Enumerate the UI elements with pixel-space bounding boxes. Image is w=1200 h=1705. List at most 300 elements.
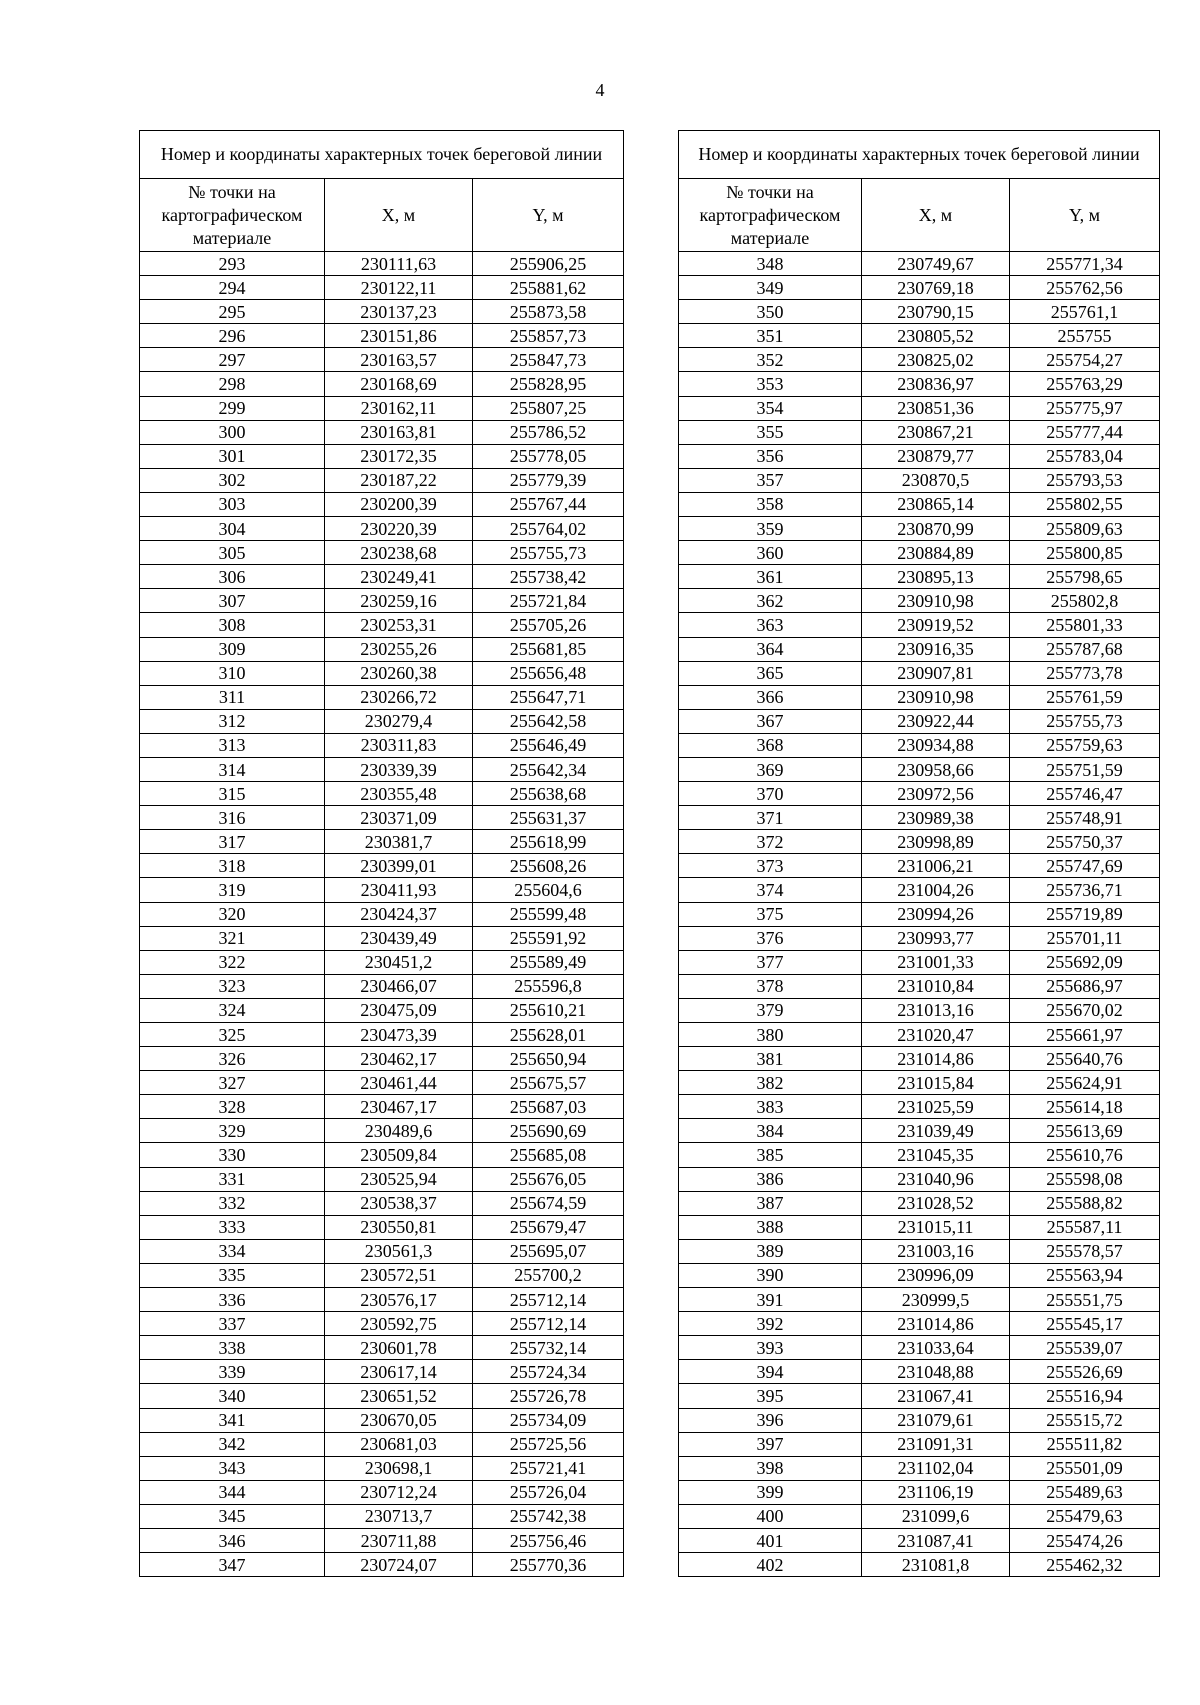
y-coordinate-cell: 255596,8 (473, 974, 624, 998)
table-row (679, 1215, 1160, 1239)
y-coordinate-cell: 255746,47 (1010, 782, 1160, 806)
x-coordinate-cell: 230910,98 (862, 685, 1010, 709)
point-number-cell: 312 (140, 709, 325, 733)
point-number-cell: 320 (140, 902, 325, 926)
point-number-cell: 349 (679, 276, 862, 300)
point-number-cell: 321 (140, 926, 325, 950)
y-coordinate-cell: 255800,85 (1010, 541, 1160, 565)
table-row (679, 1456, 1160, 1480)
x-coordinate-cell: 230576,17 (325, 1288, 473, 1312)
point-number-cell: 310 (140, 661, 325, 685)
point-number-cell: 327 (140, 1071, 325, 1095)
y-coordinate-cell: 255754,27 (1010, 348, 1160, 372)
y-coordinate-cell: 255661,97 (1010, 1023, 1160, 1047)
table-row (679, 1528, 1160, 1552)
table-row (679, 1336, 1160, 1360)
x-coordinate-cell: 231033,64 (862, 1336, 1010, 1360)
y-coordinate-cell: 255642,58 (473, 709, 624, 733)
table-row (679, 300, 1160, 324)
point-number-cell: 384 (679, 1119, 862, 1143)
table-row (679, 1071, 1160, 1095)
table-row (679, 1167, 1160, 1191)
point-number-cell: 350 (679, 300, 862, 324)
point-number-cell: 324 (140, 998, 325, 1022)
y-coordinate-cell: 255801,33 (1010, 613, 1160, 637)
x-coordinate-cell: 230111,63 (325, 252, 473, 276)
x-coordinate-cell: 230916,35 (862, 637, 1010, 661)
x-coordinate-cell: 230525,94 (325, 1167, 473, 1191)
table-row (140, 1191, 624, 1215)
table-row (140, 276, 624, 300)
table-row (679, 517, 1160, 541)
table-row (679, 926, 1160, 950)
table-row (140, 420, 624, 444)
x-coordinate-cell: 230712,24 (325, 1480, 473, 1504)
point-number-cell: 341 (140, 1408, 325, 1432)
x-coordinate-cell: 230836,97 (862, 372, 1010, 396)
x-coordinate-cell: 230279,4 (325, 709, 473, 733)
point-number-cell: 387 (679, 1191, 862, 1215)
table-row (140, 1553, 624, 1577)
x-coordinate-cell: 230993,77 (862, 926, 1010, 950)
x-coordinate-cell: 230698,1 (325, 1456, 473, 1480)
table-row (140, 1167, 624, 1191)
x-coordinate-cell: 230681,03 (325, 1432, 473, 1456)
y-coordinate-cell: 255610,21 (473, 998, 624, 1022)
y-coordinate-cell: 255721,41 (473, 1456, 624, 1480)
table-row (679, 902, 1160, 926)
table-row (140, 1023, 624, 1047)
x-coordinate-cell: 230489,6 (325, 1119, 473, 1143)
y-coordinate-cell: 255624,91 (1010, 1071, 1160, 1095)
y-coordinate-cell: 255638,68 (473, 782, 624, 806)
point-number-cell: 313 (140, 733, 325, 757)
table-body-right (679, 252, 1160, 1577)
point-number-cell: 299 (140, 396, 325, 420)
point-number-cell: 395 (679, 1384, 862, 1408)
point-number-cell: 298 (140, 372, 325, 396)
point-number-cell: 342 (140, 1432, 325, 1456)
x-coordinate-cell: 230851,36 (862, 396, 1010, 420)
x-coordinate-cell: 231014,86 (862, 1047, 1010, 1071)
table-row (679, 1288, 1160, 1312)
x-coordinate-cell: 230972,56 (862, 782, 1010, 806)
table-row (679, 468, 1160, 492)
table-row (679, 1023, 1160, 1047)
y-coordinate-cell: 255618,99 (473, 830, 624, 854)
y-coordinate-cell: 255778,05 (473, 444, 624, 468)
x-coordinate-cell: 231003,16 (862, 1239, 1010, 1263)
point-number-cell: 366 (679, 685, 862, 709)
y-coordinate-cell: 255761,59 (1010, 685, 1160, 709)
x-coordinate-cell: 231015,11 (862, 1215, 1010, 1239)
table-title: Номер и координаты характерных точек береговой линии (140, 131, 624, 179)
table-row (679, 1191, 1160, 1215)
x-coordinate-cell: 230996,09 (862, 1263, 1010, 1287)
table-row (140, 1504, 624, 1528)
point-number-cell: 318 (140, 854, 325, 878)
x-coordinate-cell: 230998,89 (862, 830, 1010, 854)
point-number-cell: 322 (140, 950, 325, 974)
y-coordinate-cell: 255695,07 (473, 1239, 624, 1263)
table-row (140, 1528, 624, 1552)
point-number-cell: 358 (679, 492, 862, 516)
y-coordinate-cell: 255779,39 (473, 468, 624, 492)
y-coordinate-cell: 255721,84 (473, 589, 624, 613)
x-coordinate-cell: 230713,7 (325, 1504, 473, 1528)
point-number-cell: 388 (679, 1215, 862, 1239)
y-coordinate-cell: 255762,56 (1010, 276, 1160, 300)
y-coordinate-cell: 255563,94 (1010, 1263, 1160, 1287)
point-number-cell: 326 (140, 1047, 325, 1071)
y-coordinate-cell: 255725,56 (473, 1432, 624, 1456)
y-coordinate-cell: 255775,97 (1010, 396, 1160, 420)
point-number-cell: 360 (679, 541, 862, 565)
x-coordinate-cell: 231081,8 (862, 1553, 1010, 1577)
y-coordinate-cell: 255802,8 (1010, 589, 1160, 613)
x-coordinate-cell: 230381,7 (325, 830, 473, 854)
point-number-cell: 372 (679, 830, 862, 854)
y-coordinate-cell: 255700,2 (473, 1263, 624, 1287)
y-coordinate-cell: 255640,76 (1010, 1047, 1160, 1071)
x-coordinate-cell: 230870,5 (862, 468, 1010, 492)
point-number-cell: 368 (679, 733, 862, 757)
x-coordinate-cell: 230601,78 (325, 1336, 473, 1360)
y-coordinate-cell: 255642,34 (473, 757, 624, 781)
point-number-cell: 309 (140, 637, 325, 661)
x-coordinate-cell: 230790,15 (862, 300, 1010, 324)
page-number: 4 (595, 80, 605, 100)
table-row (140, 1336, 624, 1360)
y-coordinate-cell: 255719,89 (1010, 902, 1160, 926)
point-number-cell: 306 (140, 565, 325, 589)
y-coordinate-cell: 255646,49 (473, 733, 624, 757)
x-coordinate-cell: 230749,67 (862, 252, 1010, 276)
x-coordinate-cell: 230266,72 (325, 685, 473, 709)
table-row (140, 517, 624, 541)
y-coordinate-cell: 255755 (1010, 324, 1160, 348)
y-coordinate-cell: 255690,69 (473, 1119, 624, 1143)
y-coordinate-cell: 255732,14 (473, 1336, 624, 1360)
y-coordinate-cell: 255756,46 (473, 1528, 624, 1552)
y-coordinate-cell: 255674,59 (473, 1191, 624, 1215)
x-coordinate-cell: 230220,39 (325, 517, 473, 541)
table-row (679, 324, 1160, 348)
x-coordinate-cell: 230867,21 (862, 420, 1010, 444)
table-row (140, 348, 624, 372)
point-number-cell: 297 (140, 348, 325, 372)
table-row (679, 252, 1160, 276)
point-number-cell: 301 (140, 444, 325, 468)
coordinates-table-left (139, 130, 624, 1577)
table-row (140, 685, 624, 709)
table-row (140, 1263, 624, 1287)
x-coordinate-cell: 230919,52 (862, 613, 1010, 637)
y-coordinate-cell: 255631,37 (473, 806, 624, 830)
table-row (140, 1215, 624, 1239)
x-coordinate-cell: 230461,44 (325, 1071, 473, 1095)
x-coordinate-cell: 231045,35 (862, 1143, 1010, 1167)
x-coordinate-cell: 230200,39 (325, 492, 473, 516)
y-coordinate-cell: 255701,11 (1010, 926, 1160, 950)
table-row (140, 974, 624, 998)
point-number-cell: 344 (140, 1480, 325, 1504)
y-coordinate-cell: 255755,73 (1010, 709, 1160, 733)
table-row (679, 733, 1160, 757)
x-coordinate-cell: 231099,6 (862, 1504, 1010, 1528)
table-row (140, 1143, 624, 1167)
y-coordinate-cell: 255802,55 (1010, 492, 1160, 516)
table-row (140, 1119, 624, 1143)
table-row (140, 565, 624, 589)
table-row (679, 444, 1160, 468)
point-number-cell: 337 (140, 1312, 325, 1336)
point-number-cell: 393 (679, 1336, 862, 1360)
table-row (679, 1360, 1160, 1384)
y-coordinate-cell: 255647,71 (473, 685, 624, 709)
table-row (140, 878, 624, 902)
table-row (679, 1480, 1160, 1504)
x-coordinate-cell: 230617,14 (325, 1360, 473, 1384)
y-coordinate-cell: 255847,73 (473, 348, 624, 372)
y-coordinate-cell: 255724,34 (473, 1360, 624, 1384)
table-row (140, 926, 624, 950)
point-number-cell: 302 (140, 468, 325, 492)
y-coordinate-cell: 255742,38 (473, 1504, 624, 1528)
y-coordinate-cell: 255764,02 (473, 517, 624, 541)
y-coordinate-cell: 255712,14 (473, 1312, 624, 1336)
x-coordinate-cell: 230550,81 (325, 1215, 473, 1239)
point-number-cell: 340 (140, 1384, 325, 1408)
point-number-cell: 398 (679, 1456, 862, 1480)
y-coordinate-cell: 255705,26 (473, 613, 624, 637)
y-coordinate-cell: 255748,91 (1010, 806, 1160, 830)
y-coordinate-cell: 255726,78 (473, 1384, 624, 1408)
y-coordinate-cell: 255761,1 (1010, 300, 1160, 324)
table-row (140, 252, 624, 276)
point-number-cell: 334 (140, 1239, 325, 1263)
table-row (140, 902, 624, 926)
point-number-cell: 397 (679, 1432, 862, 1456)
point-number-cell: 375 (679, 902, 862, 926)
point-number-cell: 346 (140, 1528, 325, 1552)
y-coordinate-cell: 255873,58 (473, 300, 624, 324)
y-coordinate-cell: 255857,73 (473, 324, 624, 348)
point-number-cell: 333 (140, 1215, 325, 1239)
point-number-cell: 294 (140, 276, 325, 300)
y-coordinate-cell: 255670,02 (1010, 998, 1160, 1022)
y-coordinate-cell: 255755,73 (473, 541, 624, 565)
x-coordinate-cell: 230989,38 (862, 806, 1010, 830)
y-coordinate-cell: 255763,29 (1010, 372, 1160, 396)
y-coordinate-cell: 255599,48 (473, 902, 624, 926)
column-header-point-number: № точки на картографическом материале (679, 179, 862, 252)
table-row (679, 637, 1160, 661)
table-row (140, 372, 624, 396)
point-number-cell: 339 (140, 1360, 325, 1384)
point-number-cell: 371 (679, 806, 862, 830)
y-coordinate-cell: 255777,44 (1010, 420, 1160, 444)
x-coordinate-cell: 231028,52 (862, 1191, 1010, 1215)
table-row (140, 541, 624, 565)
x-coordinate-cell: 230711,88 (325, 1528, 473, 1552)
y-coordinate-cell: 255726,04 (473, 1480, 624, 1504)
point-number-cell: 362 (679, 589, 862, 613)
point-number-cell: 305 (140, 541, 325, 565)
x-coordinate-cell: 230424,37 (325, 902, 473, 926)
x-coordinate-cell: 230411,93 (325, 878, 473, 902)
point-number-cell: 308 (140, 613, 325, 637)
point-number-cell: 390 (679, 1263, 862, 1287)
table-row (140, 589, 624, 613)
point-number-cell: 391 (679, 1288, 862, 1312)
table-row (140, 830, 624, 854)
table-row (140, 1432, 624, 1456)
x-coordinate-cell: 230259,16 (325, 589, 473, 613)
point-number-cell: 402 (679, 1553, 862, 1577)
table-row (140, 782, 624, 806)
x-coordinate-cell: 230187,22 (325, 468, 473, 492)
point-number-cell: 357 (679, 468, 862, 492)
x-coordinate-cell: 230922,44 (862, 709, 1010, 733)
x-coordinate-cell: 231079,61 (862, 1408, 1010, 1432)
y-coordinate-cell: 255462,32 (1010, 1553, 1160, 1577)
y-coordinate-cell: 255598,08 (1010, 1167, 1160, 1191)
x-coordinate-cell: 230253,31 (325, 613, 473, 637)
table-row (140, 661, 624, 685)
x-coordinate-cell: 230399,01 (325, 854, 473, 878)
point-number-cell: 293 (140, 252, 325, 276)
table-row (679, 782, 1160, 806)
point-number-cell: 394 (679, 1360, 862, 1384)
point-number-cell: 296 (140, 324, 325, 348)
table-row (140, 998, 624, 1022)
x-coordinate-cell: 230260,38 (325, 661, 473, 685)
table-row (140, 709, 624, 733)
x-coordinate-cell: 230509,84 (325, 1143, 473, 1167)
table-row (679, 878, 1160, 902)
table-row (679, 685, 1160, 709)
y-coordinate-cell: 255650,94 (473, 1047, 624, 1071)
y-coordinate-cell: 255587,11 (1010, 1215, 1160, 1239)
point-number-cell: 367 (679, 709, 862, 733)
x-coordinate-cell: 230255,26 (325, 637, 473, 661)
point-number-cell: 314 (140, 757, 325, 781)
point-number-cell: 351 (679, 324, 862, 348)
x-coordinate-cell: 231010,84 (862, 974, 1010, 998)
table-row (140, 300, 624, 324)
y-coordinate-cell: 255687,03 (473, 1095, 624, 1119)
table-title: Номер и координаты характерных точек береговой линии (679, 131, 1160, 179)
point-number-cell: 383 (679, 1095, 862, 1119)
point-number-cell: 364 (679, 637, 862, 661)
y-coordinate-cell: 255539,07 (1010, 1336, 1160, 1360)
point-number-cell: 380 (679, 1023, 862, 1047)
point-number-cell: 316 (140, 806, 325, 830)
x-coordinate-cell: 231014,86 (862, 1312, 1010, 1336)
point-number-cell: 365 (679, 661, 862, 685)
y-coordinate-cell: 255610,76 (1010, 1143, 1160, 1167)
table-row (679, 854, 1160, 878)
y-coordinate-cell: 255750,37 (1010, 830, 1160, 854)
x-coordinate-cell: 231040,96 (862, 1167, 1010, 1191)
x-coordinate-cell: 230339,39 (325, 757, 473, 781)
y-coordinate-cell: 255685,08 (473, 1143, 624, 1167)
table-row (679, 396, 1160, 420)
x-coordinate-cell: 230311,83 (325, 733, 473, 757)
y-coordinate-cell: 255747,69 (1010, 854, 1160, 878)
point-number-cell: 343 (140, 1456, 325, 1480)
x-coordinate-cell: 230162,11 (325, 396, 473, 420)
point-number-cell: 347 (140, 1553, 325, 1577)
table-row (679, 1047, 1160, 1071)
point-number-cell: 355 (679, 420, 862, 444)
point-number-cell: 317 (140, 830, 325, 854)
y-coordinate-cell: 255613,69 (1010, 1119, 1160, 1143)
x-coordinate-cell: 230355,48 (325, 782, 473, 806)
point-number-cell: 319 (140, 878, 325, 902)
table-row (140, 1095, 624, 1119)
table-row (679, 1384, 1160, 1408)
table-row (679, 1312, 1160, 1336)
y-coordinate-cell: 255828,95 (473, 372, 624, 396)
y-coordinate-cell: 255771,34 (1010, 252, 1160, 276)
point-number-cell: 359 (679, 517, 862, 541)
y-coordinate-cell: 255526,69 (1010, 1360, 1160, 1384)
table-row (140, 1456, 624, 1480)
point-number-cell: 400 (679, 1504, 862, 1528)
y-coordinate-cell: 255679,47 (473, 1215, 624, 1239)
y-coordinate-cell: 255787,68 (1010, 637, 1160, 661)
table-row (140, 733, 624, 757)
column-header-y: Y, м (1010, 179, 1160, 252)
y-coordinate-cell: 255676,05 (473, 1167, 624, 1191)
point-number-cell: 295 (140, 300, 325, 324)
y-coordinate-cell: 255608,26 (473, 854, 624, 878)
table-row (140, 1239, 624, 1263)
table-row (140, 613, 624, 637)
point-number-cell: 378 (679, 974, 862, 998)
point-number-cell: 315 (140, 782, 325, 806)
point-number-cell: 385 (679, 1143, 862, 1167)
y-coordinate-cell: 255501,09 (1010, 1456, 1160, 1480)
table-row (140, 1312, 624, 1336)
x-coordinate-cell: 231106,19 (862, 1480, 1010, 1504)
table-row (679, 1119, 1160, 1143)
y-coordinate-cell: 255738,42 (473, 565, 624, 589)
point-number-cell: 338 (140, 1336, 325, 1360)
point-number-cell: 300 (140, 420, 325, 444)
point-number-cell: 323 (140, 974, 325, 998)
table-row (679, 1095, 1160, 1119)
x-coordinate-cell: 231006,21 (862, 854, 1010, 878)
table-row (679, 420, 1160, 444)
point-number-cell: 381 (679, 1047, 862, 1071)
x-coordinate-cell: 231020,47 (862, 1023, 1010, 1047)
point-number-cell: 332 (140, 1191, 325, 1215)
point-number-cell: 373 (679, 854, 862, 878)
table-row (679, 998, 1160, 1022)
table-row (140, 950, 624, 974)
x-coordinate-cell: 230538,37 (325, 1191, 473, 1215)
y-coordinate-cell: 255734,09 (473, 1408, 624, 1432)
x-coordinate-cell: 230137,23 (325, 300, 473, 324)
point-number-cell: 389 (679, 1239, 862, 1263)
x-coordinate-cell: 230884,89 (862, 541, 1010, 565)
x-coordinate-cell: 230724,07 (325, 1553, 473, 1577)
point-number-cell: 311 (140, 685, 325, 709)
y-coordinate-cell: 255515,72 (1010, 1408, 1160, 1432)
